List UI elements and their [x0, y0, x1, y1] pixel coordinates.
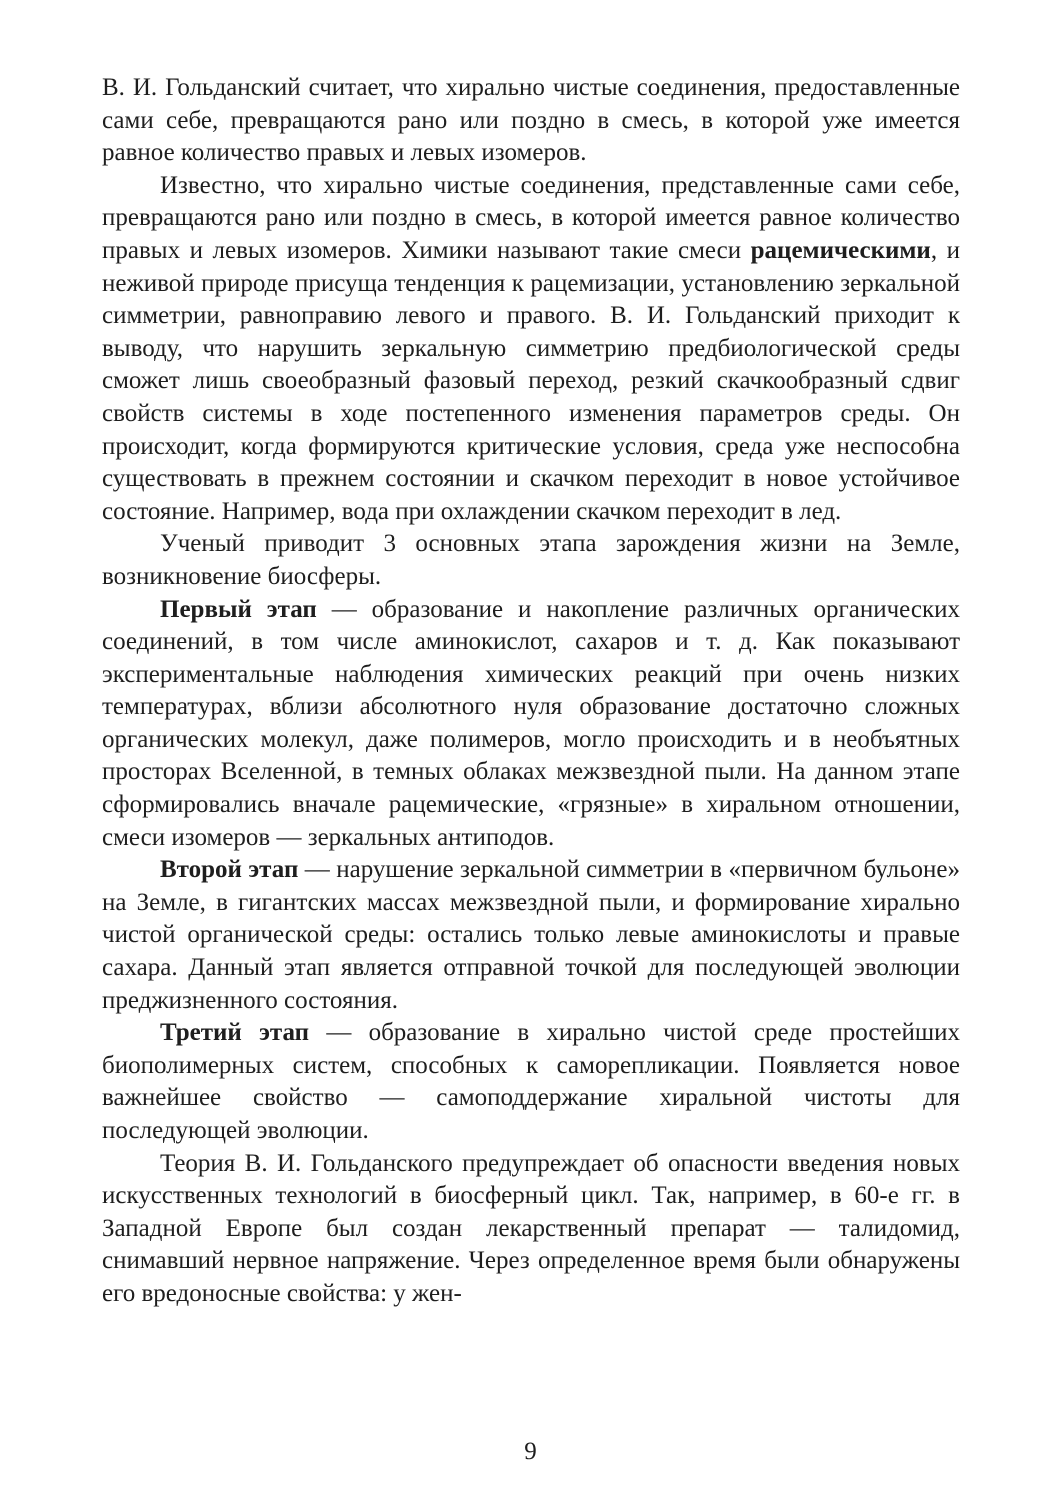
paragraph-3-text: Ученый приводит 3 основных этапа зарождения жизни на Земле, возникновение биосферы. [102, 530, 960, 590]
paragraph-2-text-after: , и неживой природе присуща тенденция к рацемизации, установлению зеркальной симметрии, равноправию левого и правого. В. И. Гольданский приходит к выводу, что нарушить зеркальную симметрию предбиологической среды сможет лишь своеобразный фазовый переход, резкий скачкообразный сдвиг свойств системы в ходе постепенного изменения параметров среды. Он происходит, когда формируются критические условия, среда уже неспособна существовать в прежнем состоянии и скачком переходит в новое устойчивое состояние. Например, вода при охлаждении скачком переходит в лед. [102, 236, 960, 525]
paragraph-1 [102, 72, 960, 170]
page-body [102, 72, 960, 1311]
paragraph-1-text: В. И. Гольданский считает, что хирально чистые соединения, предоставленные сами себе, превращаются рано или поздно в смесь, в которой уже имеется равное количество правых и левых изомеров. [102, 74, 960, 167]
paragraph-stage-1 [102, 594, 960, 855]
paragraph-stage-2 [102, 854, 960, 1017]
paragraph-2 [102, 170, 960, 529]
term-racemic: рацемическими [750, 236, 931, 264]
paragraph-2-text-before: Известно, что хирально чистые соединения, представленные сами себе, превращаются рано или поздно в смесь, в которой имеется равное количество правых и левых изомеров. Химики называют такие смеси [102, 171, 960, 264]
stage-2-heading: Второй этап [160, 856, 299, 884]
paragraph-stage-3 [102, 1017, 960, 1147]
stage-1-heading: Первый этап [160, 595, 317, 623]
stage-3-text: — образование в хирально чистой среде простейших биополимерных систем, способных к саморепликации. Появляется новое важнейшее свойство — самоподдержание хиральной чистоты для последующей эволюции. [102, 1019, 960, 1144]
stage-1-text: — образование и накопление различных органических соединений, в том числе аминокислот, сахаров и т. д. Как показывают экспериментальные наблюдения химических реакций при очень низких температурах, вблизи абсолютного нуля образование достаточно сложных органических молекул, даже полимеров, могло происходить и в необъятных просторах Вселенной, в темных облаках межзвездной пыли. На данном этапе сформировались вначале рацемические, «грязные» в хиральном отношении, смеси изомеров — зеркальных антиподов. [102, 595, 960, 851]
paragraph-3 [102, 528, 960, 593]
stage-2-text: — нарушение зеркальной симметрии в «первичном бульоне» на Земле, в гигантских массах межзвездной пыли, и формирование хирально чистой органической среды: остались только левые аминокислоты и правые сахара. Данный этап является отправной точкой для последующей эволюции преджизненного состояния. [102, 856, 960, 1014]
page-number: 9 [524, 1438, 537, 1465]
paragraph-last-text: Теория В. И. Гольданского предупреждает об опасности введения новых искусственных технологий в биосферный цикл. Так, например, в 60-е гг. в Западной Европе был создан лекарственный препарат — талидомид, снимавший нервное напряжение. Через определенное время были обнаружены его вредоносные свойства: у жен- [102, 1149, 960, 1307]
paragraph-last [102, 1148, 960, 1311]
stage-3-heading: Третий этап [160, 1019, 310, 1047]
